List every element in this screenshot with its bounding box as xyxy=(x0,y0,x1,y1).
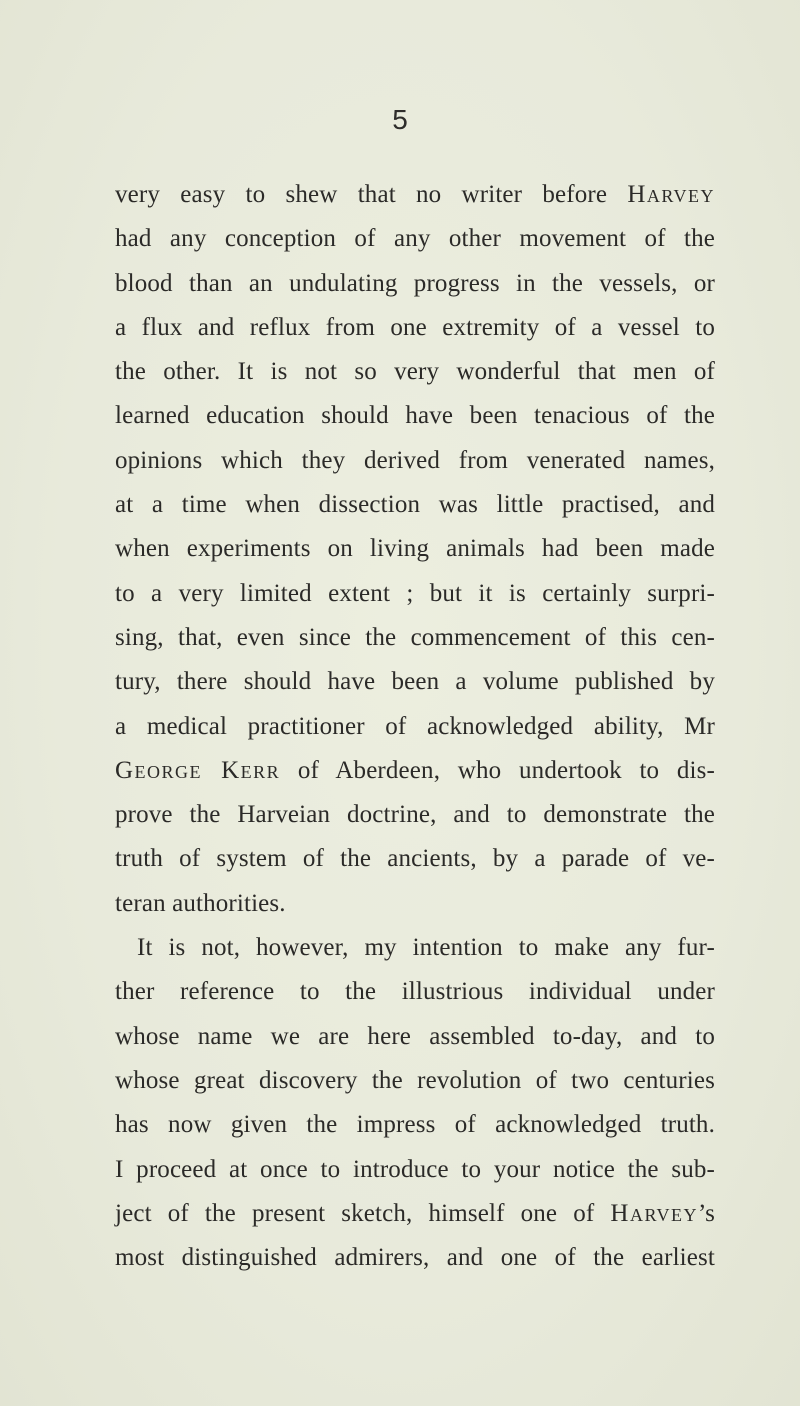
text-line: learned education should have been tenacious of the xyxy=(115,402,715,430)
text-line: very easy to shew that no writer before Harvey xyxy=(115,181,715,208)
text-line: most distinguished admirers, and one of the earliest xyxy=(115,1244,715,1272)
text-line: blood than an undulating progress in the vessels, or xyxy=(115,269,715,297)
text-line: ther reference to the illustrious individual under xyxy=(115,978,715,1006)
text-line: opinions which they derived from venerated names, xyxy=(115,446,715,474)
body-text xyxy=(115,173,715,1280)
page-number: 5 xyxy=(392,104,408,135)
text-line: I proceed at once to introduce to your notice the sub- xyxy=(115,1155,715,1183)
text-line: prove the Harveian doctrine, and to demonstrate the xyxy=(115,801,715,829)
text-line: It is not, however, my intention to make any fur- xyxy=(137,934,715,962)
text-line: has now given the impress of acknowledged truth. xyxy=(115,1111,715,1139)
text-line: a flux and reflux from one extremity of a vessel to xyxy=(115,313,715,341)
text-line: ject of the present sketch, himself one of Harvey’s xyxy=(115,1199,715,1227)
text-line: whose name we are here assembled to-day, and to xyxy=(115,1022,715,1050)
text-line: tury, there should have been a volume published by xyxy=(115,668,715,696)
text-line: sing, that, even since the commencement of this cen- xyxy=(115,623,715,651)
text-line: a medical practitioner of acknowledged ability, Mr xyxy=(115,712,715,740)
text-line: at a time when dissection was little practised, and xyxy=(115,491,715,519)
text-line: to a very limited extent ; but it is certainly surpri- xyxy=(115,579,715,607)
text-line: George Kerr of Aberdeen, who undertook to dis- xyxy=(115,756,716,784)
text-line: truth of system of the ancients, by a parade of ve- xyxy=(115,845,715,873)
text-line: teran authorities. xyxy=(115,889,286,917)
text-line: when experiments on living animals had been made xyxy=(115,535,715,563)
text-line: had any conception of any other movement of the xyxy=(115,225,715,253)
text-line: the other. It is not so very wonderful that men of xyxy=(115,358,715,386)
text-line: whose great discovery the revolution of two centuries xyxy=(115,1066,715,1094)
